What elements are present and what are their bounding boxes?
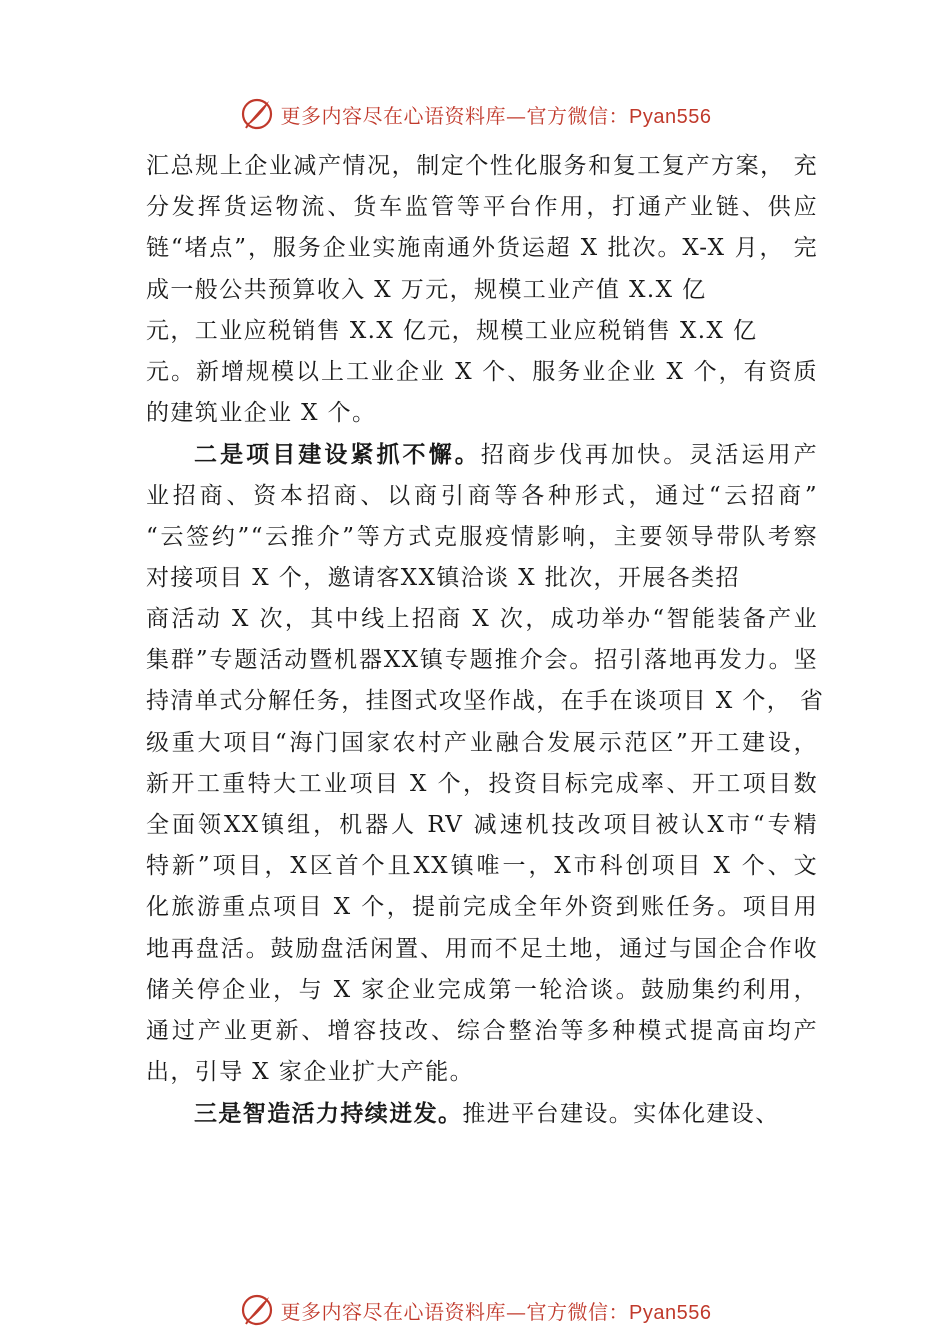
line-text: 化旅游重点项目 X 个，提前完成全年外资到账任务。项目用: [146, 894, 818, 921]
line-text: 元，工业应税销售 X.X 亿元，规模工业应税销售 X.X 亿: [146, 317, 758, 344]
line-text: 推进平台建设。实体化建设、: [462, 1101, 780, 1128]
text-line: [146, 1011, 818, 1052]
text-line: [146, 846, 818, 887]
text-line: [146, 187, 818, 228]
text-line: [146, 476, 818, 517]
footer-wechat-id: Pyan556: [629, 1301, 712, 1324]
text-line: [146, 764, 818, 805]
text-line: [146, 681, 825, 722]
line-text: 级重大项目“海门国家农村产业融合发展示范区”开工建设，: [146, 729, 818, 756]
line-text: 成一般公共预算收入 X 万元，规模工业产值 X.X 亿: [146, 276, 707, 303]
document-body: [146, 146, 825, 1135]
text-line: [146, 352, 818, 393]
line-text: 业招商、资本招商、以商引商等各种形式，通过“云招商”: [146, 482, 818, 509]
line-text: 商活动 X 次，其中线上招商 X 次，成功举办“智能装备产业: [146, 606, 818, 633]
line-text: 持清单式分解任务，挂图式攻坚作战，在手在谈项目 X 个， 省: [146, 688, 825, 715]
line-text: 的建筑业企业 X 个。: [146, 400, 377, 427]
paragraph-lead-heading: 二是项目建设紧抓不懈。: [194, 441, 481, 469]
text-line: [146, 970, 818, 1011]
text-line: [146, 723, 818, 764]
text-line: [146, 640, 818, 681]
text-line: [146, 929, 818, 970]
text-line: [146, 887, 818, 928]
line-text: 分发挥货运物流、货车监管等平台作用，打通产业链、供应: [146, 194, 818, 221]
header-banner: [0, 94, 950, 134]
header-banner-text: 更多内容尽在心语资料库—官方微信：Pyan556: [280, 103, 712, 128]
line-text: 地再盘活。鼓励盘活闲置、用而不足土地，通过与国企合作收: [146, 935, 818, 962]
line-text: 新开工重特大工业项目 X 个，投资目标完成率、开工项目数: [146, 770, 818, 797]
quill-pen-logo-icon: [239, 96, 275, 132]
line-text: 全面领XX镇组，机器人 RV 减速机技改项目被认X市“专精: [146, 812, 818, 838]
line-text: 集群”专题活动暨机器XX镇专题推介会。招引落地再发力。坚: [146, 647, 818, 674]
line-text: 特新”项目，X区首个且XX镇唯一，X市科创项目 X 个、文: [146, 853, 818, 880]
text-line: [146, 311, 818, 352]
line-text: 储关停企业，与 X 家企业完成第一轮洽谈。鼓励集约利用，: [146, 976, 818, 1003]
text-line: [146, 270, 818, 311]
line-text: 链“堵点”，服务企业实施南通外货运超 X 批次。X-X 月， 完: [146, 235, 818, 262]
text-line: [146, 146, 818, 187]
text-line: [146, 434, 818, 475]
line-text: 出，引导 X 家企业扩大产能。: [146, 1059, 474, 1086]
footer-banner-text: 更多内容尽在心语资料库—官方微信：Pyan556: [280, 1299, 712, 1324]
text-line: [146, 599, 818, 640]
text-line: [146, 228, 818, 269]
footer-banner: [0, 1290, 950, 1330]
quill-pen-logo-icon: [239, 1292, 275, 1328]
line-text: 对接项目 X 个，邀请客XX镇洽谈 X 批次，开展各类招: [146, 564, 740, 591]
line-text: 通过产业更新、增容技改、综合整治等多种模式提高亩均产: [146, 1017, 818, 1044]
line-text: 招商步伐再加快。灵活运用产: [480, 442, 818, 469]
line-text: 元。新增规模以上工业企业 X 个、服务业企业 X 个，有资质: [146, 358, 818, 385]
header-wechat-id: Pyan556: [629, 105, 712, 128]
text-line: [146, 393, 818, 434]
text-line: [146, 517, 818, 558]
line-text: “云签约”“云推介”等方式克服疫情影响，主要领导带队考察: [146, 523, 818, 550]
text-line: [146, 1052, 818, 1093]
text-line: [146, 558, 818, 599]
text-line: [146, 1093, 818, 1134]
paragraph-lead-heading: 三是智造活力持续迸发。: [194, 1100, 463, 1128]
line-text: 汇总规上企业减产情况，制定个性化服务和复工复产方案， 充: [146, 153, 818, 179]
text-line: [146, 805, 818, 846]
